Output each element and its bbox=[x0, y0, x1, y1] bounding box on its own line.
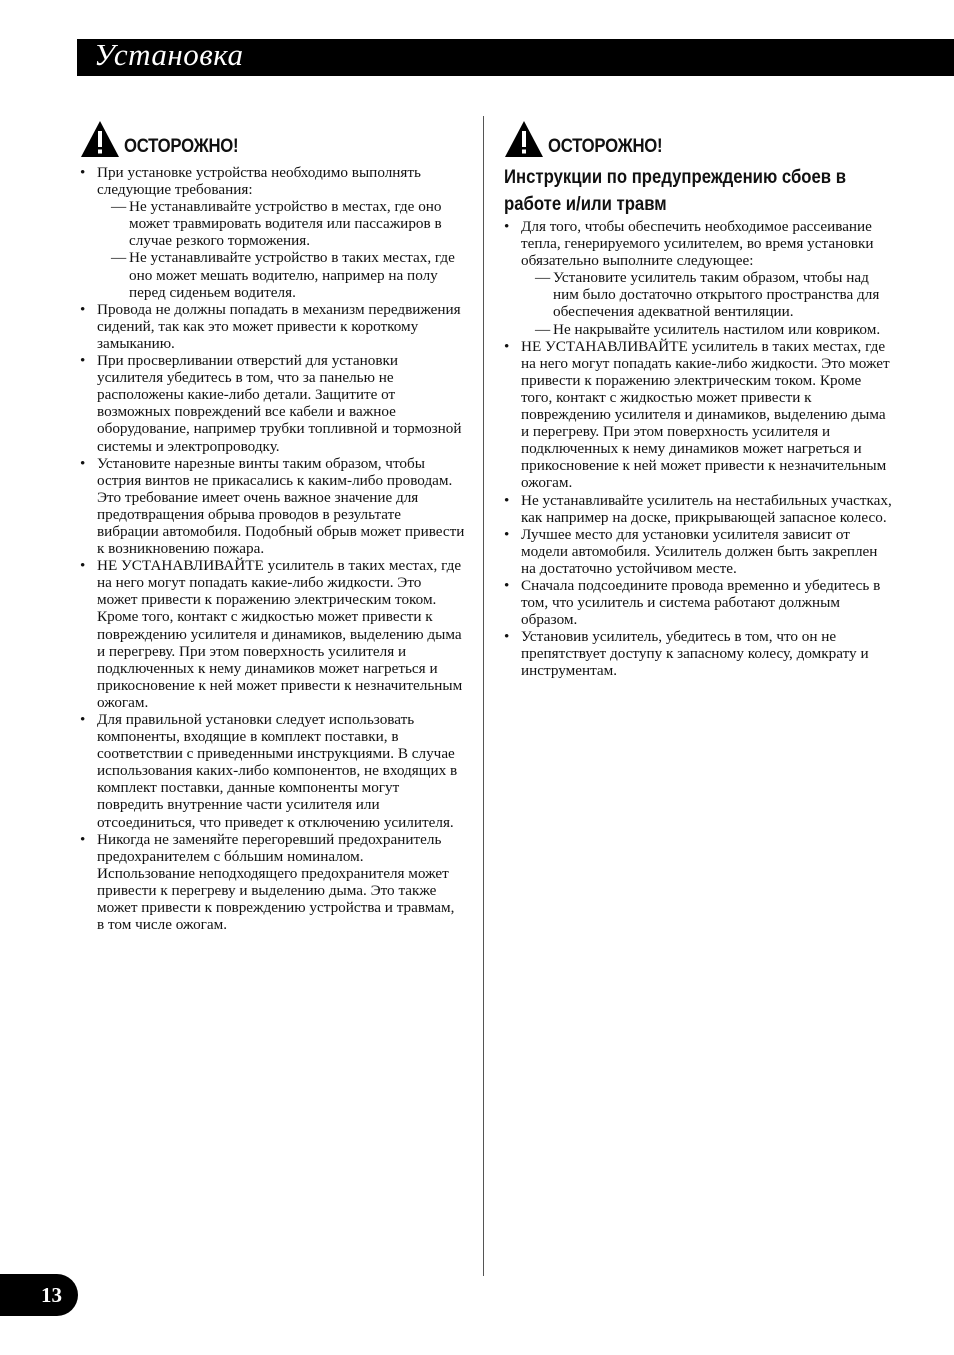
caution-label: ОСТОРОЖНО! bbox=[124, 136, 239, 157]
list-item bbox=[80, 164, 465, 301]
column-divider bbox=[483, 116, 484, 1276]
caution-label: ОСТОРОЖНО! bbox=[548, 136, 663, 157]
caution-list bbox=[80, 164, 465, 933]
sub-list-item: — Не устанавливайте устройство в таких местах, где оно может мешать водителю, например на полу перед сиденьем водителя. bbox=[111, 249, 465, 300]
section-subheading: Инструкции по предупреждению сбоев в работе и/или травм bbox=[504, 167, 847, 215]
sub-list-item: — Не устанавливайте устройство в местах, где оно может травмировать водителя или пассажиров в случае резкого торможения. bbox=[111, 198, 465, 249]
list-item bbox=[504, 577, 896, 628]
list-item-text: Сначала подсоедините провода временно и убедитесь в том, что усилитель и система работают должным образом. bbox=[521, 576, 881, 629]
caution-list bbox=[504, 218, 896, 680]
list-item-text: При установке устройства необходимо выполнять следующие требования: bbox=[97, 164, 421, 199]
list-item bbox=[80, 352, 465, 455]
list-item bbox=[80, 831, 465, 934]
list-item bbox=[504, 526, 896, 577]
list-item-text: НЕ УСТАНАВЛИВАЙТЕ усилитель в таких местах, где на него могут попадать какие-либо жидкости. Это может привести к поражению электрическим током. Кроме того, контакт с жидкостью может привести к повреждению усилителя и динамиков, выделению дыма и перегреву. При этом поверхность усилителя и подключенных к нему динамиков может нагреться и прикосновение к ней может привести к незначительным ожогам. bbox=[97, 557, 463, 711]
page-number: 13 bbox=[41, 1283, 62, 1307]
list-item-text: Установив усилитель, убедитесь в том, что он не препятствует доступу к запасному колесу, домкрату и инструментам. bbox=[521, 628, 869, 680]
list-item-text: Установите нарезные винты таким образом, чтобы острия винтов не прикасались к каким-либо проводам. Это требование имеет очень важное значение для предотвращения обрыва проводов в результате вибрации автомобиля. Подобный обрыв может привести к возникновению пожара. bbox=[97, 454, 465, 558]
list-item bbox=[80, 557, 465, 711]
list-item-text: Провода не должны попадать в механизм передвижения сидений, так как это может привести к короткому замыканию. bbox=[97, 300, 461, 352]
list-item-text: НЕ УСТАНАВЛИВАЙТЕ усилитель в таких местах, где на него могут попадать какие-либо жидкости. Это может привести к поражению электрическим током. Кроме того, контакт с жидкостью может привести к повреждению усилителя и динамиков, выделению дыма и перегреву. При этом поверхность усилителя и подключенных к нему динамиков может нагреться и прикосновение к ней может привести к незначительным ожогам. bbox=[521, 337, 890, 492]
right-column bbox=[504, 118, 896, 680]
list-item-text: Не устанавливайте усилитель на нестабильных участках, как например на доске, прикрывающей запасное колесо. bbox=[521, 491, 892, 526]
caution-heading bbox=[504, 118, 896, 158]
page-number-tab bbox=[0, 1274, 78, 1316]
list-item-text: Лучшее место для установки усилителя зависит от модели автомобиля. Усилитель должен быть закреплен на достаточно устойчивом месте. bbox=[521, 525, 878, 577]
left-column bbox=[80, 118, 465, 933]
list-item bbox=[80, 455, 465, 558]
page-title: Установка bbox=[94, 37, 244, 72]
warning-icon bbox=[504, 120, 544, 158]
caution-heading bbox=[80, 118, 465, 158]
list-item-text: Никогда не заменяйте перегоревший предохранитель предохранителем с бóльшим номиналом. Использование неподходящего предохранителя может привести к перегреву и выделению дыма. Это также может привести к повреждению устройства и травмам, в том числе ожогам. bbox=[97, 830, 455, 934]
list-item bbox=[504, 338, 896, 492]
list-item-text: Для того, чтобы обеспечить необходимое рассеивание тепла, генерируемого усилителем, во время установки обязательно выполните следующее: bbox=[521, 218, 874, 270]
warning-icon bbox=[80, 120, 120, 158]
list-item-text: При просверливании отверстий для установки усилителя убедитесь в том, что за панелью не расположены какие-либо детали. Защитите от возможных повреждений все кабели и важное оборудование, например трубки топливной и тормозной системы и электропроводку. bbox=[97, 352, 462, 455]
list-item-text: Для правильной установки следует использовать компоненты, входящие в комплект поставки, в соответствии с приведенными инструкциями. В случае использования каких-либо компонентов, не входящих в комплект поставки, данные компоненты могут повредить внутренние части усилителя или отсоединиться, что приведет к отключению усилителя. bbox=[97, 711, 458, 831]
list-item bbox=[80, 711, 465, 831]
sub-list bbox=[97, 198, 465, 301]
sub-list bbox=[521, 269, 896, 337]
list-item bbox=[504, 492, 896, 526]
sub-list-item: — Не накрывайте усилитель настилом или ковриком. bbox=[535, 321, 896, 338]
list-item bbox=[504, 218, 896, 338]
list-item bbox=[504, 628, 896, 679]
sub-list-item: — Установите усилитель таким образом, чтобы над ним было достаточно открытого пространства для обеспечения адекватной вентиляции. bbox=[535, 269, 896, 320]
header-bar bbox=[77, 39, 954, 76]
list-item bbox=[80, 301, 465, 352]
